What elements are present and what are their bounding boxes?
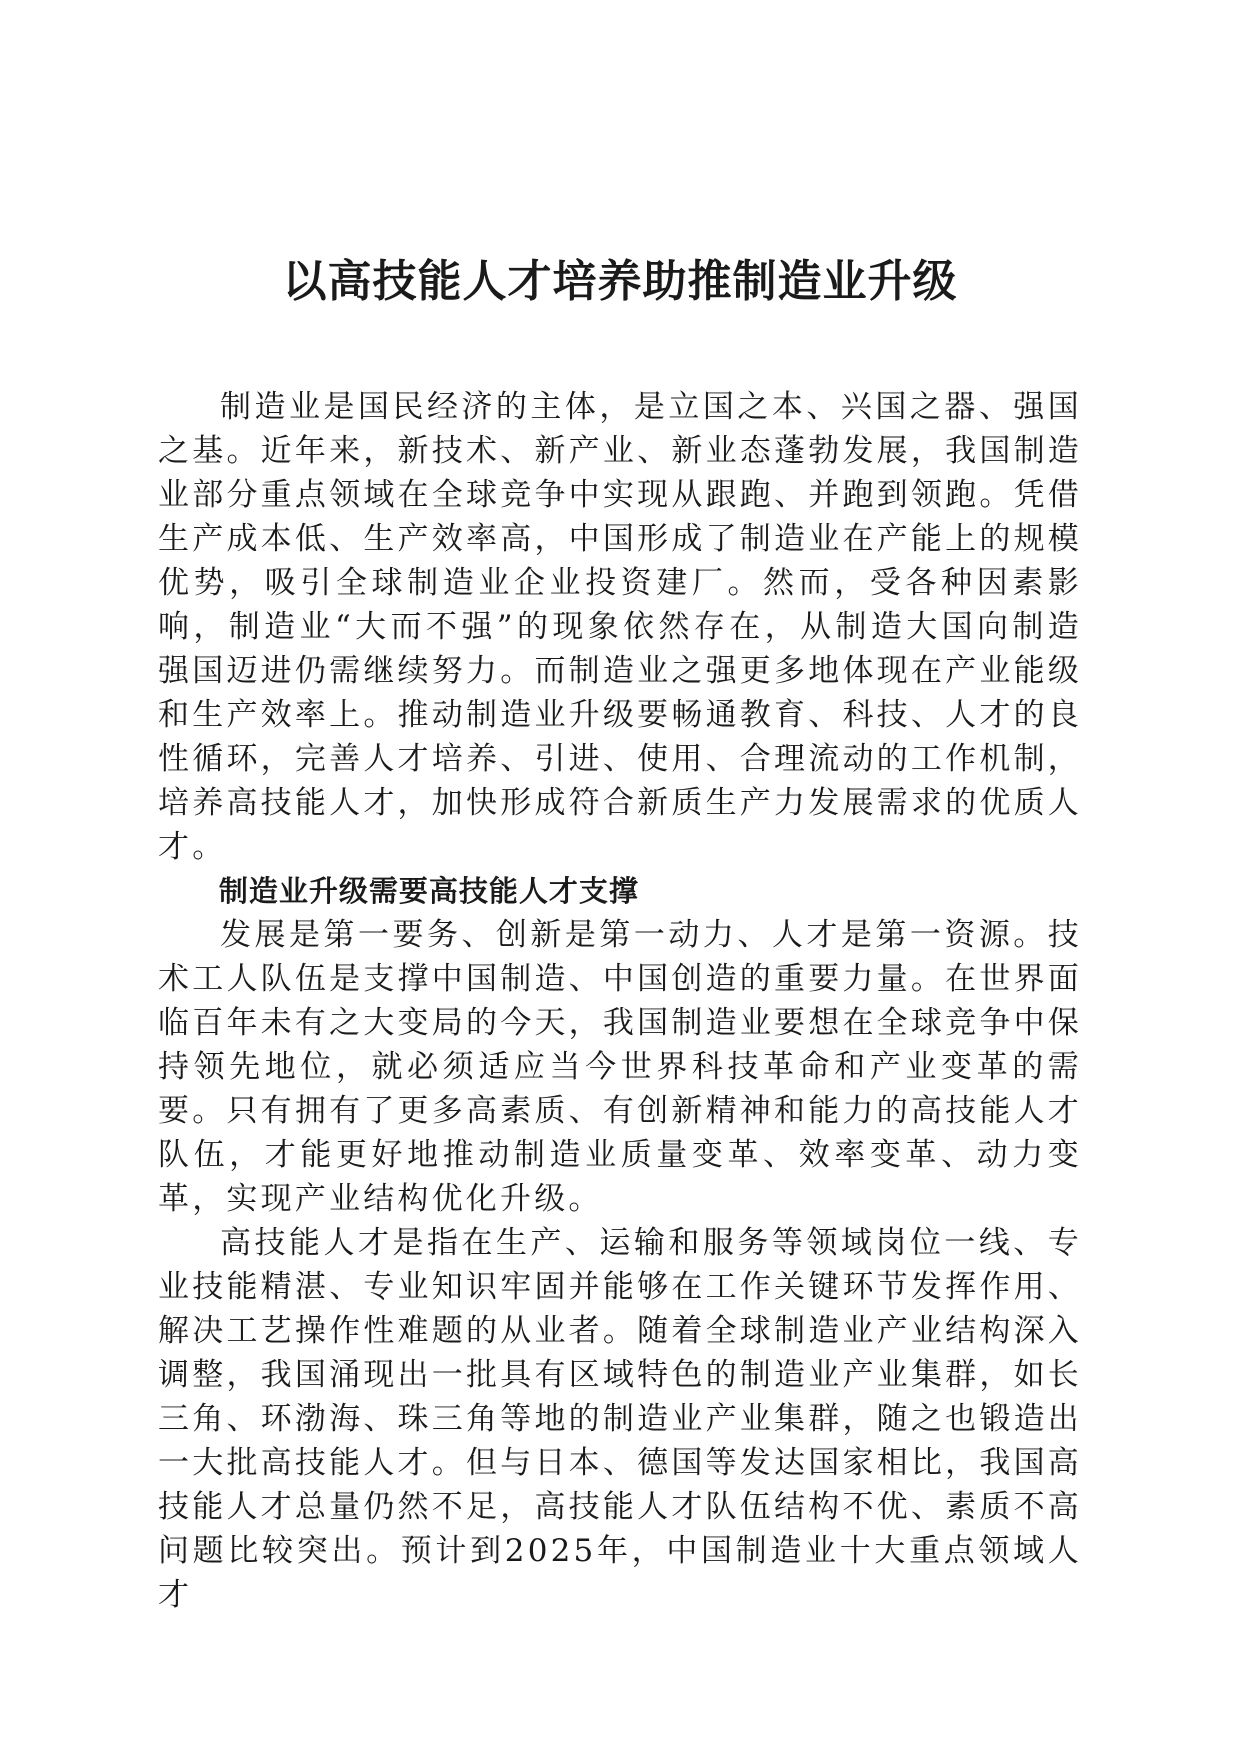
paragraph-development: 发展是第一要务、创新是第一动力、人才是第一资源。技术工人队伍是支撑中国制造、中国创造的重要力量。在世界面临百年未有之大变局的今天，我国制造业要想在全球竞争中保持领先地位，就必须适应当今世界科技革命和产业变革的需要。只有拥有了更多高素质、有创新精神和能力的高技能人才队伍，才能更好地推动制造业质量变革、效率变革、动力变革，实现产业结构优化升级。 [158,917,1082,1217]
paragraph-intro: 制造业是国民经济的主体，是立国之本、兴国之器、强国之基。近年来，新技术、新产业、新业态蓬勃发展，我国制造业部分重点领域在全球竞争中实现从跟跑、并跑到领跑。凭借生产成本低、生产效率高，中国形成了制造业在产能上的规模优势，吸引全球制造业企业投资建厂。然而，受各种因素影响，制造业“大而不强”的现象依然存在，从制造大国向制造强国迈进仍需继续努力。而制造业之强更多地体现在产业能级和生产效率上。推动制造业升级要畅通教育、科技、人才的良性循环，完善人才培养、引进、使用、合理流动的工作机制，培养高技能人才，加快形成符合新质生产力发展需求的优质人才。 [158,389,1082,865]
section-heading: 制造业升级需要高技能人才支撑 [218,874,639,908]
document-title: 以高技能人才培养助推制造业升级 [282,256,958,307]
paragraph-high-skill-talent: 高技能人才是指在生产、运输和服务等领域岗位一线、专业技能精湛、专业知识牢固并能够在工作关键环节发挥作用、解决工艺操作性难题的从业者。随着全球制造业产业结构深入调整，我国涌现出一批具有区域特色的制造业产业集群，如长三角、环渤海、珠三角等地的制造业产业集群，随之也锻造出一大批高技能人才。但与日本、德国等发达国家相比，我国高技能人才总量仍然不足，高技能人才队伍结构不优、素质不高问题比较突出。预计到2025年，中国制造业十大重点领域人才 [158,1225,1082,1613]
document-body [158,385,1082,1617]
